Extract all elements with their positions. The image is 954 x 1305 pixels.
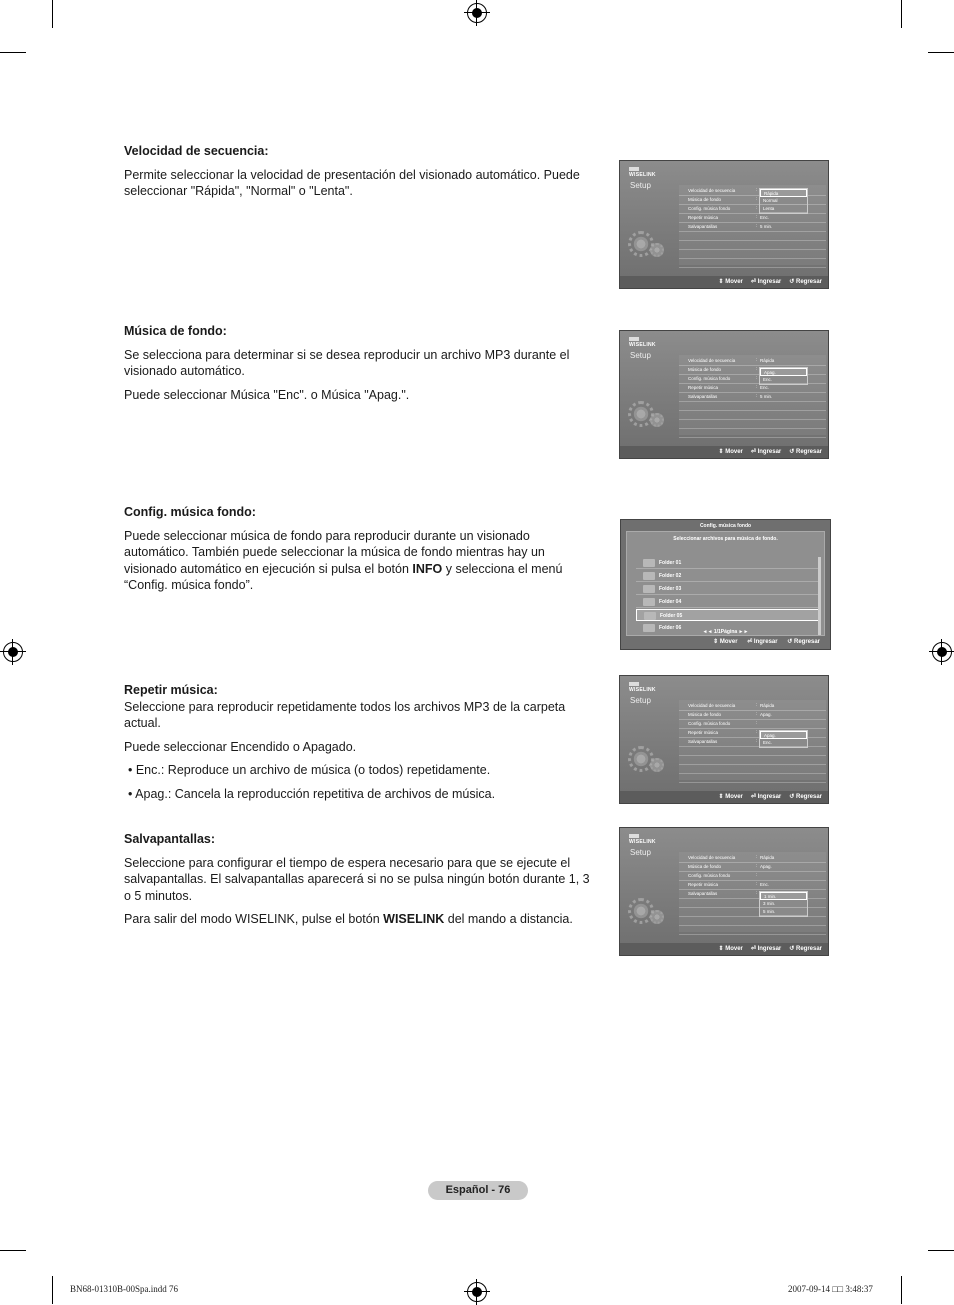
empty-row: [679, 917, 826, 926]
empty-row: [679, 250, 826, 259]
return-hint: ↺ Regresar: [787, 639, 820, 645]
folder-item[interactable]: [636, 557, 819, 569]
enter-hint: ⏎ Ingresar: [750, 946, 782, 952]
move-hint: ⇕ Mover: [713, 639, 738, 645]
crop-mark: [52, 1276, 53, 1304]
bold-text: WISELINK: [383, 912, 445, 926]
paragraph: Permite seleccionar la velocidad de presentación del visionado automático. Puede seleccionar "Rápida", "Normal" o "Lenta".: [124, 167, 580, 198]
scrollbar[interactable]: [818, 557, 821, 635]
empty-row: [679, 402, 826, 411]
empty-row: [679, 774, 826, 783]
dropdown-option[interactable]: 3 min.: [760, 900, 807, 908]
separator: :: [756, 214, 758, 219]
nav-hints: [705, 638, 820, 645]
return-hint: ↺ Regresar: [789, 946, 822, 952]
separator: :: [756, 187, 758, 192]
nav-label: Ingresar: [757, 794, 782, 800]
paragraph: [124, 528, 594, 594]
nav-label: Ingresar: [757, 449, 782, 455]
registration-mark-icon: [467, 3, 487, 23]
move-hint: ⇕ Mover: [718, 946, 743, 952]
folder-icon: [643, 585, 655, 593]
nav-bar: [620, 943, 828, 955]
page-indicator: ◄◄ 1/1Página ►►: [702, 629, 749, 635]
screen-title: Config. música fondo: [699, 523, 752, 529]
separator: :: [756, 205, 758, 210]
nav-bar: [620, 276, 828, 288]
nav-label: Mover: [725, 279, 743, 285]
enter-hint: ⏎ Ingresar: [750, 449, 782, 455]
bullet-item: • Apag.: Cancela la reproducción repetitiva de archivos de música.: [128, 786, 496, 801]
separator: :: [756, 711, 758, 716]
settings-row[interactable]: [679, 214, 826, 223]
tv-screen-repetir: [619, 675, 829, 804]
gear-icon: [650, 243, 664, 257]
section-title: Música de fondo:: [124, 324, 227, 338]
crop-mark: [928, 52, 954, 53]
setting-label: Salvapantallas: [688, 394, 718, 399]
enter-hint: ⏎ Ingresar: [747, 639, 778, 645]
folder-icon: [644, 612, 656, 620]
empty-row: [679, 756, 826, 765]
dropdown-option[interactable]: Enc.: [760, 376, 807, 384]
text: Para salir del modo WISELINK, pulse el botón: [124, 912, 384, 926]
setting-value: Rápida: [760, 855, 775, 860]
dropdown-option[interactable]: Rápida: [760, 189, 807, 197]
empty-row: [679, 259, 826, 268]
nav-label: WISELINK: [629, 839, 656, 845]
section-title: Config. música fondo:: [124, 505, 256, 519]
text: Puede seleccionar música de fondo para reproducir durante un visionado automático. También puede seleccionar la música de fondo mientras hay un visionado automático en ejecución si pulsa el botón: [124, 528, 545, 576]
crop-mark: [0, 52, 26, 53]
wiselink-logo: [629, 834, 656, 845]
setting-label: Música de fondo: [688, 864, 722, 869]
setup-title: Setup: [630, 181, 651, 190]
folder-list: [626, 531, 825, 636]
separator: :: [756, 196, 758, 201]
paragraph: Seleccione para configurar el tiempo de espera necesario para que se ejecute el salvapantallas. El salvapantallas aparecerá si no se pulsa ningún botón durante 1, 3 o 5 minutos.: [124, 855, 590, 903]
dropdown-option[interactable]: Enc.: [760, 739, 807, 747]
nav-label: WISELINK: [629, 687, 656, 693]
crop-mark: [901, 1276, 902, 1304]
return-label: Regresar: [793, 639, 820, 645]
folder-icon: [643, 572, 655, 580]
settings-row[interactable]: [679, 863, 826, 872]
setting-value: Apag.: [760, 712, 772, 717]
setting-label: Config. música fondo: [688, 873, 731, 878]
crop-mark: [0, 1250, 26, 1251]
empty-row: [679, 420, 826, 429]
settings-row[interactable]: [679, 357, 826, 366]
dropdown-list[interactable]: [759, 188, 808, 214]
separator: :: [756, 881, 758, 886]
settings-row[interactable]: [679, 711, 826, 720]
footer-file: BN68-01310B-00Spa.indd 76: [70, 1284, 178, 1294]
footer-timestamp: 2007-09-14 □□ 3:48:37: [788, 1284, 873, 1294]
wiselink-logo: [629, 167, 656, 178]
move-label: Mover: [719, 639, 738, 645]
setup-title: Setup: [630, 848, 651, 857]
folder-label: Folder 02: [659, 573, 682, 579]
bullet-item: • Enc.: Reproduce un archivo de música (o todos) repetidamente.: [128, 763, 491, 777]
text: del mando a distancia.: [444, 912, 573, 926]
setting-value: Enc.: [760, 385, 770, 390]
section-title: Repetir música:: [124, 683, 218, 697]
settings-row[interactable]: [679, 872, 826, 881]
dropdown-list[interactable]: [759, 891, 808, 917]
enter-label: Ingresar: [753, 639, 778, 645]
enter-hint: ⏎ Ingresar: [750, 279, 782, 285]
separator: :: [756, 393, 758, 398]
setting-label: Salvapantallas: [688, 739, 718, 744]
setting-label: Velocidad de secuencia: [688, 703, 736, 708]
wiselink-logo: [629, 337, 656, 348]
empty-row: [679, 765, 826, 774]
move-hint: ⇕ Mover: [718, 279, 743, 285]
separator: :: [756, 357, 758, 362]
setting-value: Rápida: [760, 358, 775, 363]
bold-text: INFO: [412, 561, 443, 576]
setting-label: Repetir música: [688, 730, 719, 735]
dropdown-option[interactable]: 5 min.: [760, 908, 807, 916]
return-hint: ↺ Regresar: [789, 794, 822, 800]
section-musica: [124, 323, 594, 410]
empty-row: [679, 232, 826, 241]
setting-label: Config. música fondo: [688, 721, 731, 726]
nav-label: Regresar: [795, 449, 822, 455]
paragraph: Puede seleccionar Música "Enc". o Música "Apag.".: [124, 387, 410, 402]
dropdown-option[interactable]: Apag.: [760, 368, 807, 376]
folder-item-selected[interactable]: [636, 609, 819, 621]
separator: :: [756, 702, 758, 707]
paragraph: Se selecciona para determinar si se desea reproducir un archivo MP3 durante el visionado automático.: [124, 347, 570, 378]
separator: :: [756, 720, 758, 725]
setting-value: Rápida: [760, 703, 775, 708]
empty-row: [679, 241, 826, 250]
nav-label: Regresar: [795, 794, 822, 800]
paragraph: Puede seleccionar Encendido o Apagado.: [124, 739, 357, 754]
section-repetir: [124, 682, 594, 809]
separator: :: [756, 863, 758, 868]
setting-label: Velocidad de secuencia: [688, 358, 736, 363]
setting-value: Enc.: [760, 215, 770, 220]
registration-mark-icon: [932, 642, 952, 662]
nav-label: Mover: [725, 449, 743, 455]
move-hint: ⇕ Mover: [718, 449, 743, 455]
separator: :: [756, 738, 758, 743]
separator: :: [756, 854, 758, 859]
setup-title: Setup: [630, 351, 651, 360]
separator: :: [756, 890, 758, 895]
section-title: Salvapantallas:: [124, 832, 216, 846]
nav-bar: [620, 446, 828, 458]
setting-value: Enc.: [760, 882, 770, 887]
screen-subtitle: Seleccionar archivos para música de fondo.: [673, 536, 778, 542]
setting-label: Música de fondo: [688, 712, 722, 717]
setting-label: Salvapantallas: [688, 224, 718, 229]
settings-row[interactable]: [679, 881, 826, 890]
separator: :: [756, 729, 758, 734]
empty-row: [679, 747, 826, 756]
nav-label: WISELINK: [629, 172, 656, 178]
gear-icon: [650, 413, 664, 427]
settings-row[interactable]: [679, 393, 826, 402]
empty-row: [679, 926, 826, 935]
dropdown-option[interactable]: Apag.: [760, 731, 807, 739]
setting-label: Velocidad de secuencia: [688, 855, 736, 860]
settings-row[interactable]: [679, 702, 826, 711]
dropdown-option[interactable]: Normal: [760, 197, 807, 205]
dropdown-option[interactable]: Lenta: [760, 205, 807, 213]
nav-label: Mover: [725, 794, 743, 800]
text: y selecciona el menú “Config. música fondo”.: [124, 561, 563, 592]
dropdown-option[interactable]: 1 min.: [760, 892, 807, 900]
settings-row[interactable]: [679, 384, 826, 393]
setting-value: Apag.: [760, 864, 772, 869]
settings-row[interactable]: [679, 720, 826, 729]
folder-label: Folder 05: [660, 613, 683, 619]
setting-value: 5 min.: [760, 224, 773, 229]
tv-screen-salvapantallas: [619, 827, 829, 956]
folder-label: Folder 06: [659, 625, 682, 631]
settings-row[interactable]: [679, 223, 826, 232]
separator: :: [756, 223, 758, 228]
nav-label: Regresar: [795, 279, 822, 285]
separator: :: [756, 384, 758, 389]
setup-title: Setup: [630, 696, 651, 705]
folder-icon: [643, 559, 655, 567]
return-hint: ↺ Regresar: [789, 449, 822, 455]
folder-item[interactable]: [636, 570, 819, 582]
setting-label: Repetir música: [688, 215, 719, 220]
nav-label: Ingresar: [757, 946, 782, 952]
setting-label: Repetir música: [688, 385, 719, 390]
folder-label: Folder 04: [659, 599, 682, 605]
setting-value: 5 min.: [760, 394, 773, 399]
tv-screen-config-musica: [620, 519, 831, 650]
setting-label: Velocidad de secuencia: [688, 188, 736, 193]
folder-item[interactable]: [636, 596, 819, 608]
folder-label: Folder 03: [659, 586, 682, 592]
nav-label: Ingresar: [757, 279, 782, 285]
folder-item[interactable]: [636, 583, 819, 595]
separator: :: [756, 375, 758, 380]
section-title: Velocidad de secuencia:: [124, 144, 269, 158]
dropdown-list[interactable]: [759, 730, 808, 748]
nav-label: WISELINK: [629, 342, 656, 348]
paragraph: [124, 911, 594, 928]
nav-bar: [620, 791, 828, 803]
section-config: [124, 504, 594, 601]
crop-mark: [52, 0, 53, 28]
page-number-badge: Español - 76: [428, 1181, 528, 1200]
folder-label: Folder 01: [659, 560, 682, 566]
dropdown-list[interactable]: [759, 367, 808, 385]
empty-row: [679, 429, 826, 438]
setting-label: Salvapantallas: [688, 891, 718, 896]
return-hint: ↺ Regresar: [789, 279, 822, 285]
gear-icon: [650, 758, 664, 772]
enter-hint: ⏎ Ingresar: [750, 794, 782, 800]
gear-icon: [650, 910, 664, 924]
section-salvapantallas: [124, 831, 594, 935]
setting-label: Config. música fondo: [688, 376, 731, 381]
section-velocidad: [124, 143, 594, 207]
registration-mark-icon: [467, 1282, 487, 1302]
registration-mark-icon: [3, 642, 23, 662]
crop-mark: [928, 1250, 954, 1251]
move-hint: ⇕ Mover: [718, 794, 743, 800]
tv-screen-velocidad: [619, 160, 829, 289]
separator: :: [756, 872, 758, 877]
tv-screen-musica: [619, 330, 829, 459]
setting-label: Música de fondo: [688, 367, 722, 372]
crop-mark: [901, 0, 902, 28]
nav-label: Mover: [725, 946, 743, 952]
empty-row: [679, 411, 826, 420]
separator: :: [756, 366, 758, 371]
settings-row[interactable]: [679, 854, 826, 863]
paragraph: Seleccione para reproducir repetidamente todos los archivos MP3 de la carpeta actual.: [124, 699, 566, 730]
wiselink-logo: [629, 682, 656, 693]
folder-icon: [643, 598, 655, 606]
setting-label: Config. música fondo: [688, 206, 731, 211]
setting-label: Repetir música: [688, 882, 719, 887]
nav-label: Regresar: [795, 946, 822, 952]
setting-label: Música de fondo: [688, 197, 722, 202]
